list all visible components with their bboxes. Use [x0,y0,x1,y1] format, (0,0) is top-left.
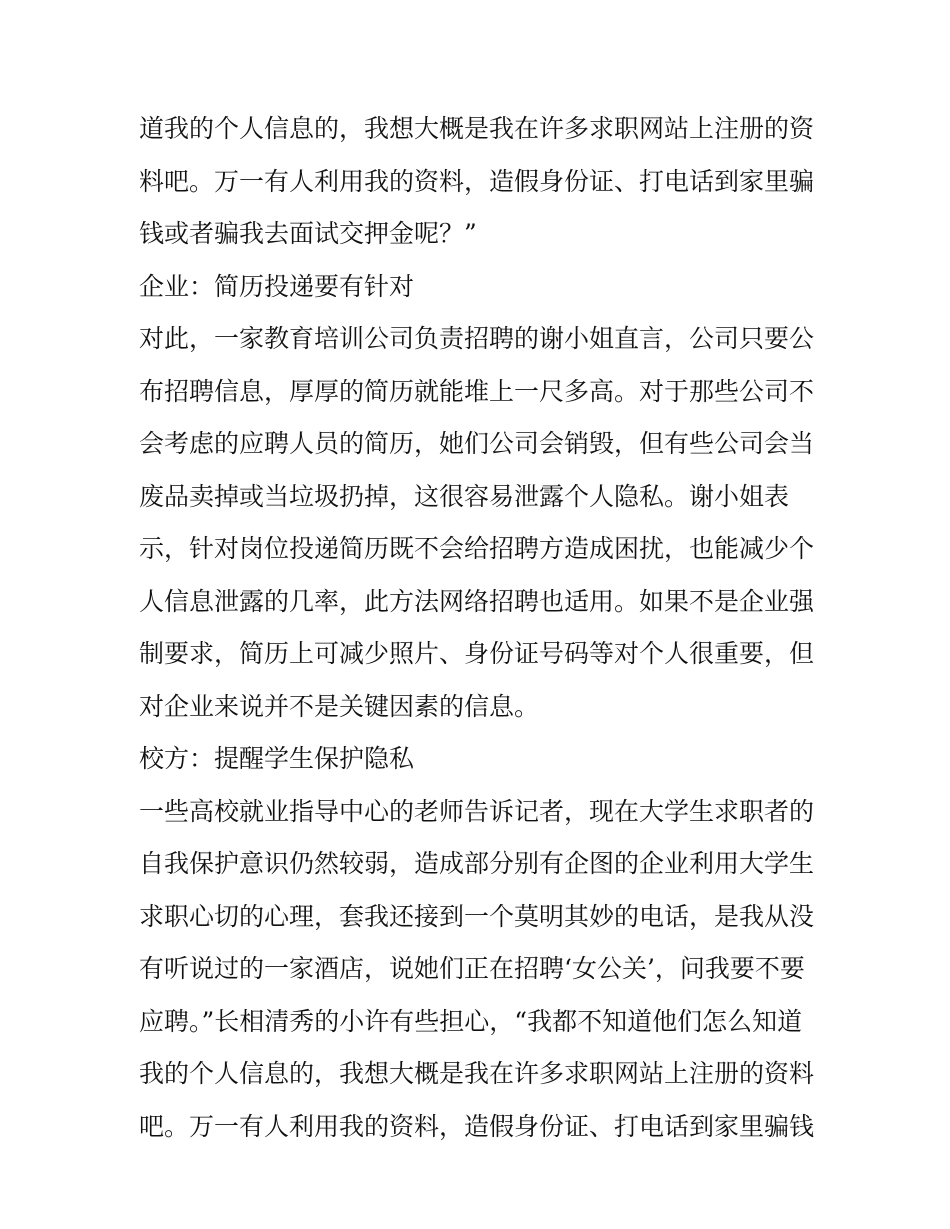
text-line: 示，针对岗位投递简历既不会给招聘方造成困扰，也能减少个 [139,534,815,563]
text-line: 吧。万一有人利用我的资料，造假身份证、打电话到家里骗钱 [139,1111,815,1141]
text-line: 对此，一家教育培训公司负责招聘的谢小姐直言，公司只要公 [139,324,815,353]
text-line: 废品卖掉或当垃圾扔掉，这很容易泄露个人隐私。谢小姐表 [139,481,790,511]
text-line: 应聘。”长相清秀的小许有些担心，“我都不知道他们怎么知道 [139,1006,803,1036]
text-line: 求职心切的心理，套我还接到一个莫明其妙的电话，是我从没 [139,901,815,931]
section-heading-enterprise: 企业：简历投递要有针对 [139,271,415,301]
text-line: 自我保护意识仍然较弱，造成部分别有企图的企业利用大学生 [139,849,815,878]
text-line: 会考虑的应聘人员的简历，她们公司会销毁，但有些公司会当 [139,429,815,458]
text-line: 对企业来说并不是关键因素的信息。 [139,691,540,721]
section-heading-school: 校方：提醒学生保护隐私 [139,744,415,773]
text-line: 有听说过的一家酒店，说她们正在招聘‘女公关’，问我要不要 [139,954,805,983]
text-line: 料吧。万一有人利用我的资料，造假身份证、打电话到家里骗 [139,166,815,196]
text-line: 我的个人信息的，我想大概是我在许多求职网站上注册的资料 [139,1059,815,1088]
text-line: 人信息泄露的几率，此方法网络招聘也适用。如果不是企业强 [139,586,815,616]
text-line: 钱或者骗我去面试交押金呢？” [139,219,477,248]
text-line: 一些高校就业指导中心的老师告诉记者，现在大学生求职者的 [139,796,815,826]
document-body [139,103,819,1153]
text-line: 道我的个人信息的，我想大概是我在许多求职网站上注册的资 [139,114,815,143]
text-line: 布招聘信息，厚厚的简历就能堆上一尺多高。对于那些公司不 [139,376,815,406]
text-line: 制要求，简历上可减少照片、身份证号码等对个人很重要，但 [139,639,815,668]
